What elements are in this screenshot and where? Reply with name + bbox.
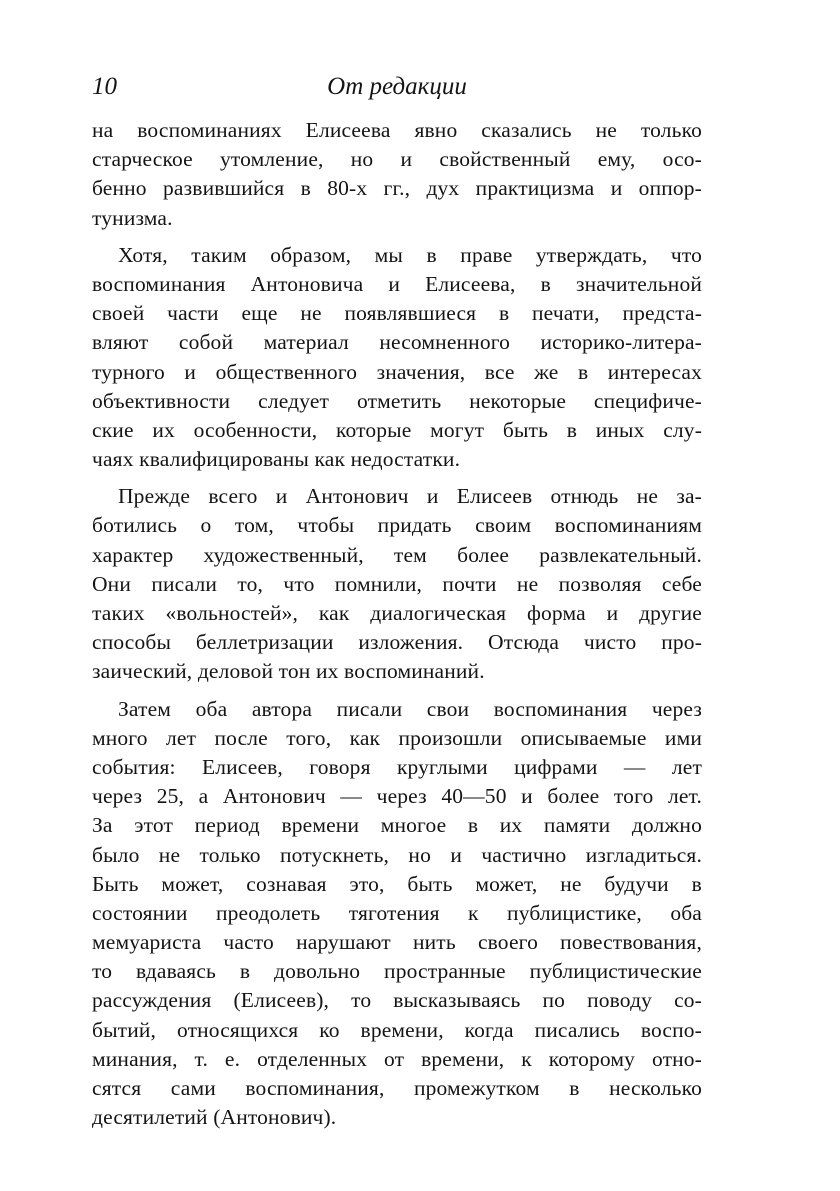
text-line: Хотя, таким образом, мы в праве утверждать, что xyxy=(118,242,702,267)
text-line: минания, т. е. отделенных от времени, к которому отно- xyxy=(92,1046,702,1071)
text-line: сятся сами воспоминания, промежутком в несколько xyxy=(92,1076,702,1100)
text-line: вляют собой материал несомненного историко-литера- xyxy=(92,330,702,355)
text-line: своей части еще не появлявшиеся в печати, предста- xyxy=(92,301,702,326)
text-line: старческое утомление, но и свойственный ему, осо- xyxy=(92,147,702,172)
paragraph-3 xyxy=(92,482,702,686)
text-line: Они писали то, что помнили, почти не позволяя себе xyxy=(92,571,702,596)
text-line: Затем оба автора писали свои воспоминания через xyxy=(118,696,702,721)
text-line: За этот период времени многое в их памяти должно xyxy=(92,813,702,838)
text-line: ботились о том, чтобы придать своим воспоминаниям xyxy=(92,513,702,538)
text-line: события: Елисеев, говоря круглыми цифрами — лет xyxy=(92,754,702,779)
text-line: бенно развившийся в 80-х гг., дух практицизма и оппор- xyxy=(92,176,702,201)
text-line: характер художественный, тем более развлекательный. xyxy=(92,542,702,567)
paragraph-2 xyxy=(92,241,702,475)
text-line: таких «вольностей», как диалогическая форма и другие xyxy=(92,601,702,625)
page-number: 10 xyxy=(92,73,117,100)
text-line: турного и общественного значения, все же в интересах xyxy=(92,359,702,384)
text-line: воспоминания Антоновича и Елисеева, в значительной xyxy=(92,271,702,296)
text-line: то вдаваясь в довольно пространные публицистические xyxy=(92,959,702,984)
text-line: состоянии преодолеть тяготения к публицистике, оба xyxy=(92,900,702,925)
text-line: через 25, а Антонович — через 40—50 и более того лет. xyxy=(92,784,702,809)
text-line: ские их особенности, которые могут быть в иных слу- xyxy=(92,417,702,442)
paragraph-4 xyxy=(92,695,702,1133)
text-line: много лет после того, как произошли описываемые ими xyxy=(92,725,702,750)
running-head xyxy=(92,70,702,104)
text-line: чаях квалифицированы как недостатки. xyxy=(92,447,461,472)
text-line: на воспоминаниях Елисеева явно сказались не только xyxy=(92,118,702,142)
running-title: От редакции xyxy=(327,73,467,100)
paragraph-1 xyxy=(92,116,702,233)
text-line: бытий, относящихся ко времени, когда писались воспо- xyxy=(92,1017,702,1042)
text-line: тунизма. xyxy=(92,205,173,230)
body-text xyxy=(92,116,702,1132)
text-line: заический, деловой тон их воспоминаний. xyxy=(92,659,485,684)
text-line: способы беллетризации изложения. Отсюда чисто про- xyxy=(92,630,702,655)
text-line: Прежде всего и Антонович и Елисеев отнюдь не за- xyxy=(118,484,702,509)
text-line: было не только потускнеть, но и частично изгладиться. xyxy=(92,842,702,867)
text-line: объективности следует отметить некоторые специфиче- xyxy=(92,388,702,413)
text-line: рассуждения (Елисеев), то высказываясь по поводу со- xyxy=(92,988,702,1013)
text-line: десятилетий (Антонович). xyxy=(92,1105,337,1130)
text-line: Быть может, сознавая это, быть может, не будучи в xyxy=(92,871,702,896)
text-line: мемуариста часто нарушают нить своего повествования, xyxy=(92,930,702,955)
